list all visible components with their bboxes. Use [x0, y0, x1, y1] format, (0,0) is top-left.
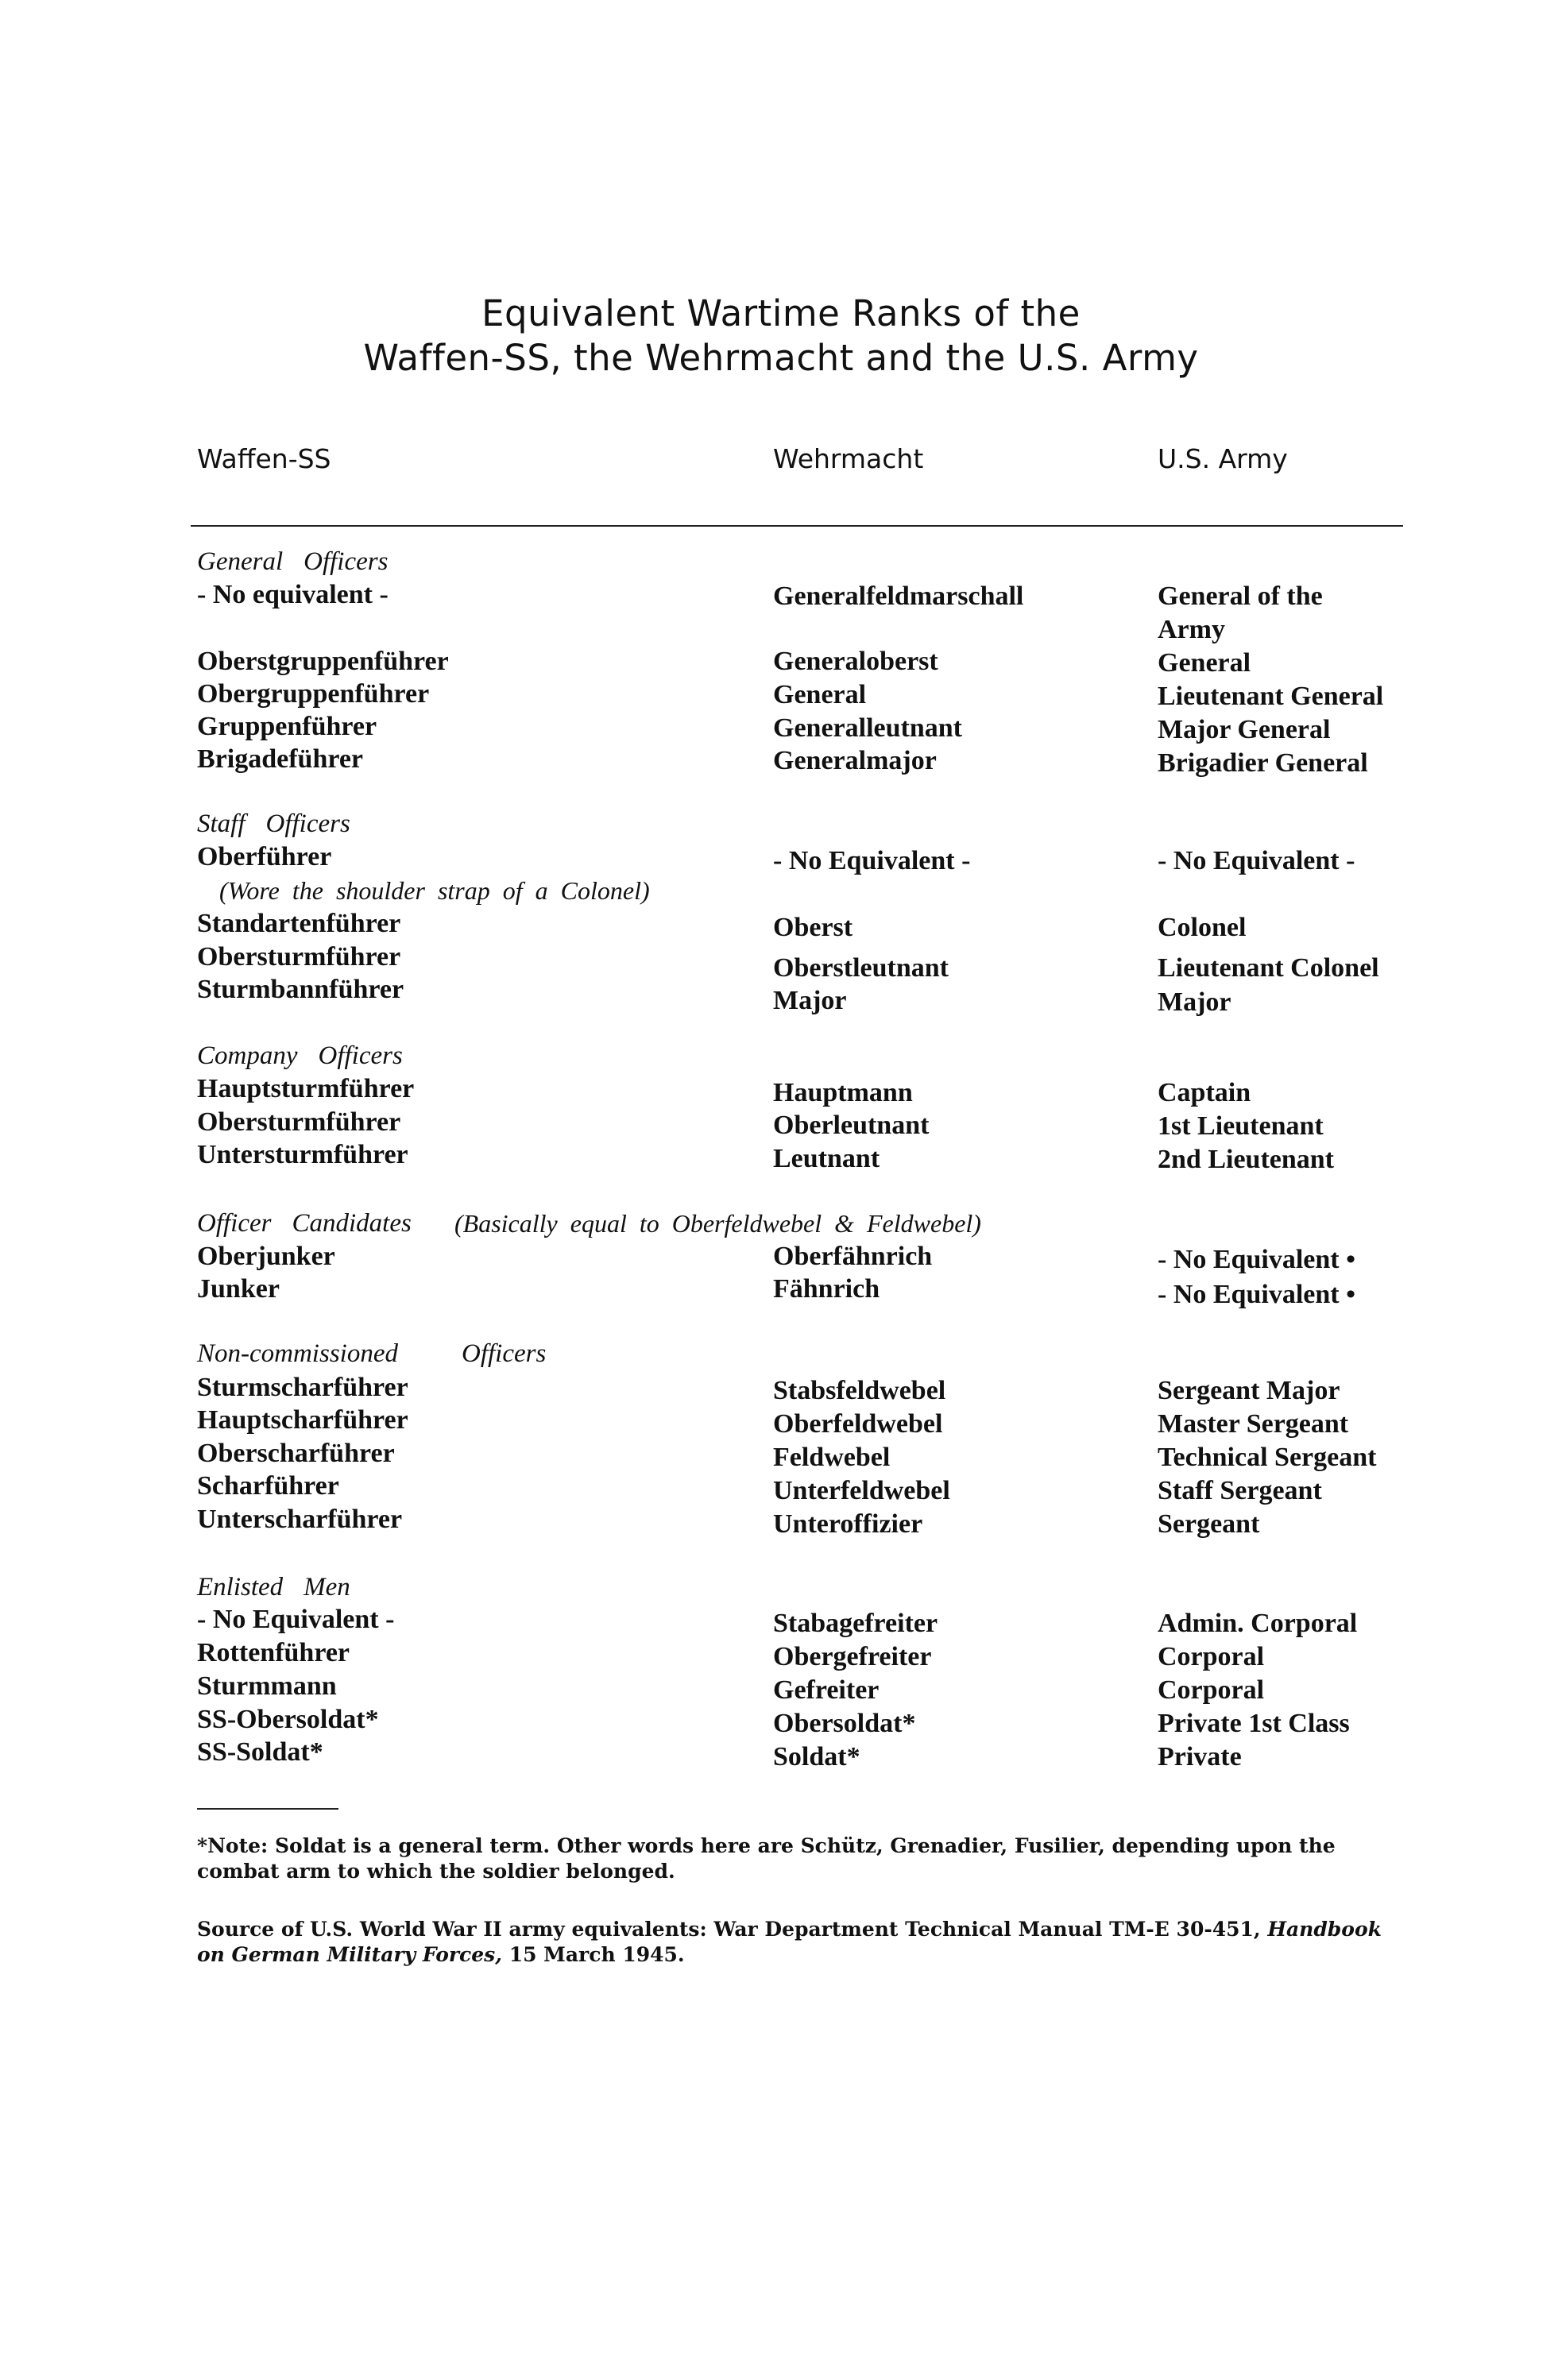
rank-wehrmacht: Unterfeldwebel — [773, 1476, 950, 1505]
rank-ss: Sturmscharführer — [197, 1373, 408, 1402]
rank-ss: - No equivalent - — [197, 580, 389, 609]
rank-us: Corporal — [1158, 1675, 1265, 1705]
rank-ss: Junker — [197, 1274, 280, 1304]
rank-wehrmacht: Unteroffizier — [773, 1509, 923, 1539]
rank-us: Lieutenant General — [1158, 682, 1384, 711]
candidates-note: (Basically equal to Oberfeldwebel & Feldwebel) — [454, 1209, 981, 1238]
rank-ss: Rottenführer — [197, 1638, 350, 1667]
rank-us: Technical Sergeant — [1158, 1443, 1377, 1472]
rank-ss: Oberjunker — [197, 1242, 335, 1271]
rank-us: Private — [1158, 1742, 1242, 1771]
rank-ss: Oberführer — [197, 842, 332, 871]
rank-ss: Sturmbannführer — [197, 975, 404, 1004]
rank-ss: Untersturmführer — [197, 1140, 408, 1169]
rank-wehrmacht: Obersoldat* — [773, 1709, 916, 1738]
rank-ss: Hauptsturmführer — [197, 1074, 415, 1103]
rank-wehrmacht: Oberleutnant — [773, 1111, 930, 1140]
rank-us: 2nd Lieutenant — [1158, 1145, 1334, 1174]
footnote-soldat: *Note: Soldat is a general term. Other words here are Schütz, Grenadier, Fusilier, depending upon the combat arm to which the soldier belonged. — [197, 1834, 1336, 1883]
rank-ss: Oberscharführer — [197, 1439, 395, 1468]
section-heading-company-officers: Company Officers — [197, 1041, 403, 1070]
page-title-line-2: Waffen-SS, the Wehrmacht and the U.S. Army — [363, 337, 1199, 379]
section-heading-enlisted-men: Enlisted Men — [197, 1573, 350, 1601]
rank-ss: Oberstgruppenführer — [197, 647, 449, 676]
rank-ss: Sturmmann — [197, 1671, 337, 1701]
section-heading-officer-candidates: Officer Candidates — [197, 1209, 412, 1238]
rank-us-continued: Army — [1158, 615, 1225, 644]
rank-ss: Hauptscharführer — [197, 1405, 408, 1435]
rank-us: Admin. Corporal — [1158, 1609, 1358, 1638]
footnote-source: Source of U.S. World War II army equivalents: War Department Technical Manual TM-E 30-451, Handbook on German Military Forces, 15 March 1945. — [197, 1918, 1382, 1966]
rank-us: Corporal — [1158, 1642, 1265, 1671]
source-title: Handbook on German Military Forces, — [197, 1918, 1382, 1966]
rank-us: General of the — [1158, 581, 1323, 611]
rank-us: Sergeant Major — [1158, 1376, 1340, 1405]
rank-us: Major General — [1158, 715, 1331, 744]
rank-ss: Gruppenführer — [197, 712, 377, 741]
rank-wehrmacht: Obergefreiter — [773, 1642, 932, 1671]
column-header-us-army: U.S. Army — [1158, 443, 1288, 474]
footnote-divider — [197, 1808, 338, 1810]
rank-us: Master Sergeant — [1158, 1409, 1349, 1439]
rank-ss: Obergruppenführer — [197, 679, 430, 709]
page-title-line-1: Equivalent Wartime Ranks of the — [481, 292, 1081, 334]
rank-ss: Standartenführer — [197, 909, 401, 938]
rank-wehrmacht: Oberstleutnant — [773, 953, 949, 983]
rank-wehrmacht: Oberfähnrich — [773, 1242, 933, 1271]
rank-wehrmacht: Gefreiter — [773, 1675, 880, 1705]
rank-ss: Obersturmführer — [197, 942, 401, 972]
column-header-waffen-ss: Waffen-SS — [197, 443, 331, 474]
rank-us: Private 1st Class — [1158, 1709, 1350, 1738]
rank-wehrmacht: Generalmajor — [773, 746, 937, 775]
rank-ss: SS-Obersoldat* — [197, 1705, 379, 1734]
rank-wehrmacht: Generalfeldmarschall — [773, 581, 1024, 611]
rank-wehrmacht: Stabagefreiter — [773, 1609, 938, 1638]
rank-wehrmacht: Generalleutnant — [773, 713, 962, 743]
section-heading-general-officers: General Officers — [197, 547, 389, 576]
rank-wehrmacht: General — [773, 680, 867, 709]
rank-wehrmacht: Leutnant — [773, 1144, 880, 1173]
rank-wehrmacht: Oberst — [773, 913, 853, 942]
section-heading-nco: Non-commissioned Officers — [197, 1339, 547, 1368]
rank-ss: - No Equivalent - — [197, 1605, 395, 1634]
rank-wehrmacht: Generaloberst — [773, 647, 938, 676]
rank-us: Brigadier General — [1158, 748, 1368, 778]
rank-ss: Obersturmführer — [197, 1107, 401, 1137]
rank-wehrmacht: Fähnrich — [773, 1274, 880, 1304]
rank-wehrmacht: Stabsfeldwebel — [773, 1376, 946, 1405]
rank-us: Major — [1158, 987, 1231, 1017]
column-header-wehrmacht: Wehrmacht — [773, 443, 924, 474]
rank-wehrmacht: Major — [773, 986, 847, 1015]
rank-wehrmacht: Soldat* — [773, 1742, 860, 1771]
rank-us: Staff Sergeant — [1158, 1476, 1322, 1505]
header-divider — [191, 525, 1403, 527]
rank-ss: Brigadeführer — [197, 744, 364, 774]
rank-ss: Scharführer — [197, 1471, 339, 1501]
rank-us: - No Equivalent - — [1158, 846, 1355, 875]
rank-wehrmacht: Hauptmann — [773, 1078, 913, 1107]
rank-us: 1st Lieutenant — [1158, 1111, 1324, 1141]
rank-us: - No Equivalent • — [1158, 1245, 1355, 1274]
rank-us: Colonel — [1158, 913, 1247, 942]
rank-us: General — [1158, 648, 1251, 678]
rank-ss: Unterscharführer — [197, 1505, 403, 1534]
rank-us: Captain — [1158, 1078, 1251, 1107]
rank-us: - No Equivalent • — [1158, 1280, 1355, 1309]
rank-us: Lieutenant Colonel — [1158, 953, 1379, 983]
rank-wehrmacht: Feldwebel — [773, 1443, 891, 1472]
rank-wehrmacht: - No Equivalent - — [773, 846, 971, 875]
rank-ss: SS-Soldat* — [197, 1737, 323, 1767]
section-heading-staff-officers: Staff Officers — [197, 809, 350, 838]
rank-us: Sergeant — [1158, 1509, 1260, 1539]
rank-wehrmacht: Oberfeldwebel — [773, 1409, 943, 1439]
staff-note: (Wore the shoulder strap of a Colonel) — [219, 876, 650, 905]
